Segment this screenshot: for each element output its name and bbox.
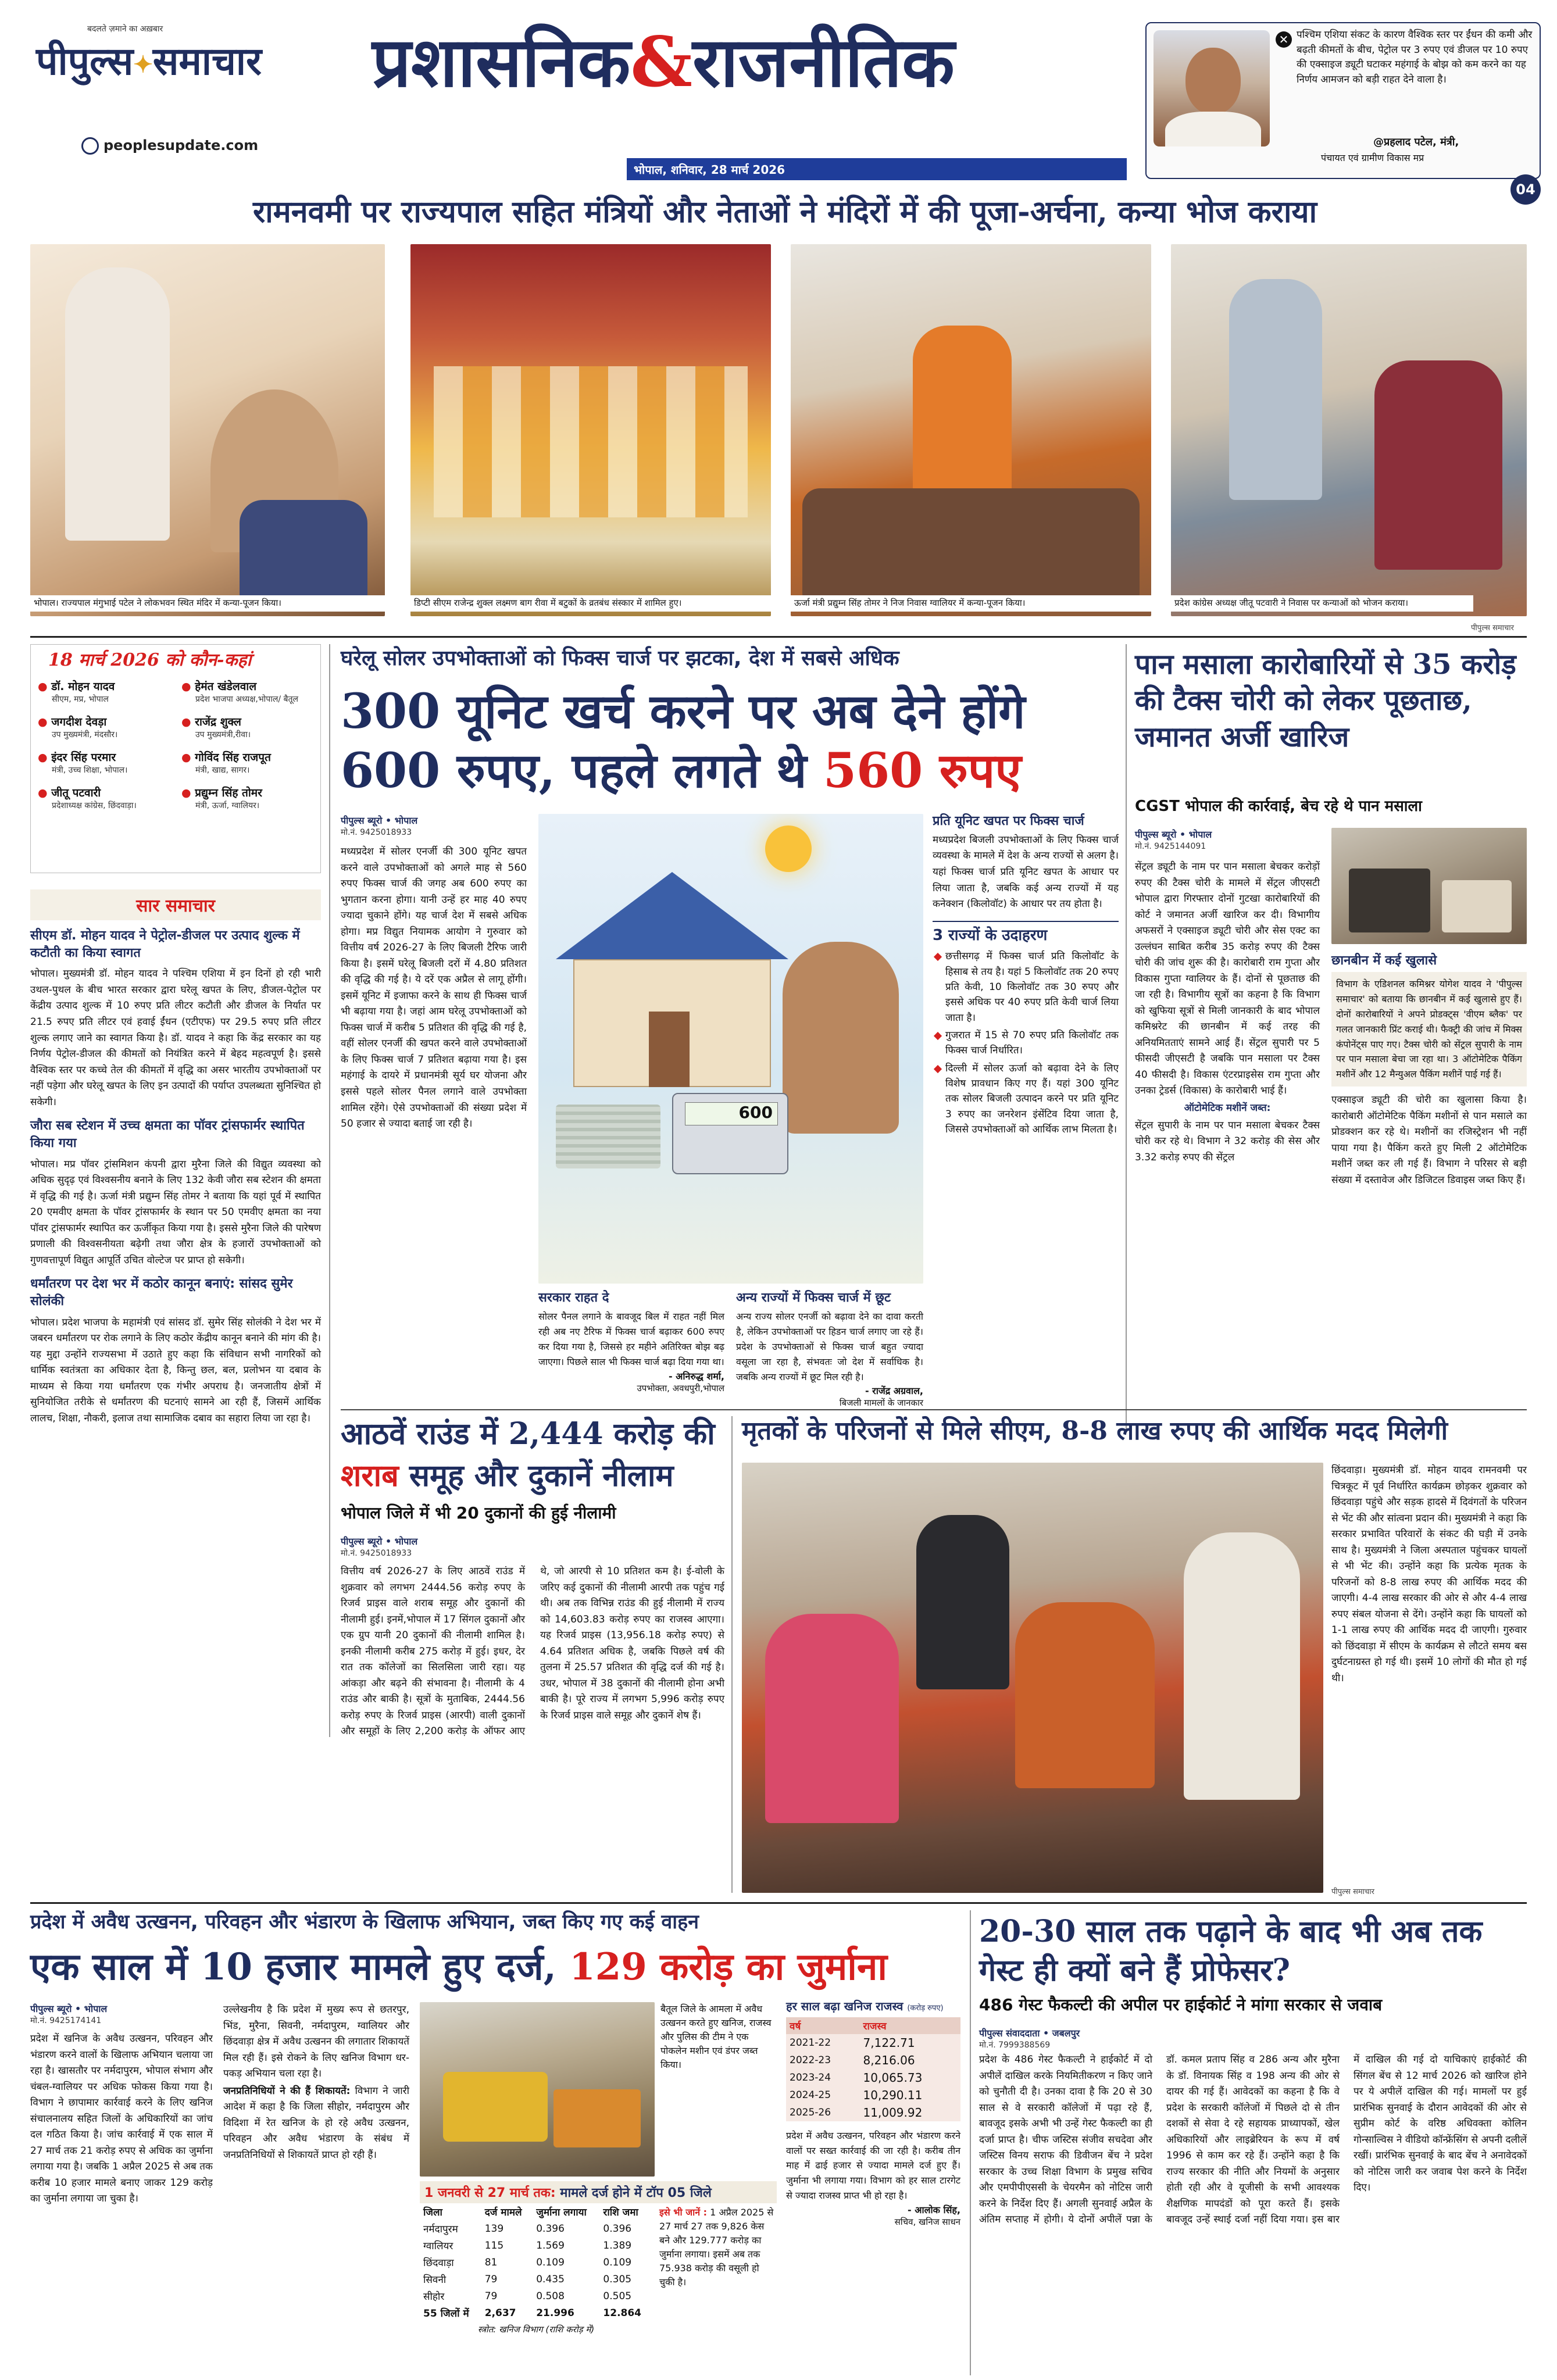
photo-patwari [1171, 244, 1527, 616]
revenue-box [786, 2000, 960, 2228]
table-row: सीहोर 79 0.508 0.505 [423, 2290, 632, 2303]
auction-headline-2: शराब समूह और दुकानें नीलाम [341, 1458, 674, 1493]
quote-1-body: सोलर पैनल लगाने के बावजूद बिल में राहत नहीं मिल रही अब नए टैरिफ में फिक्स चार्ज बढ़ाकर 600 रुपए कर दिया गया है, जिससे हर महीने अतिरिक्त बोझ बढ़ जाएगा। पिछले साल भी फिक्स चार्ज बढ़ा दिया गया था। [538, 1310, 724, 1367]
paan-side [1331, 953, 1527, 1188]
auction-sub: भोपाल जिले में भी 20 दुकानों की हुई नीलामी [341, 1503, 616, 1523]
table-row: 2025-26 11,009.92 [790, 2105, 923, 2120]
quote-1-role: उपभोक्ता, अवधपुरी,भोपाल [637, 1382, 724, 1393]
mining-side-note: इसे भी जानें : 1 अप्रैल 2025 से 27 मार्च 27 तक 9,826 केस बने और 129.777 करोड़ का जुर्माना लगाया। इसमें अब तक 75.938 करोड़ की वसूली हो चुकी है। [659, 2207, 774, 2288]
table-row: सिवनी 79 0.435 0.305 [423, 2273, 632, 2286]
auction-red: शराब [341, 1458, 399, 1493]
fixed-charge-body: मध्यप्रदेश बिजली उपभोक्ताओं के लिए फिक्स चार्ज व्यवस्था के मामले में देश के अन्य राज्यों से अलग है। यहां फिक्स चार्ज प्रति यूनिट खपत के आधार पर लिया जाता है, जबकि कई अन्य राज्यों में यह कनेक्शन (किलोवॉट) के आधार पर तय होता है। [933, 834, 1119, 910]
website[interactable]: peoplesupdate.com [103, 137, 259, 153]
paan-byline: पीपुल्स ब्यूरो • भोपाल मो.नं. 9425144091 [1135, 829, 1212, 851]
divider [341, 1409, 1527, 1410]
auction-body: वित्तीय वर्ष 2026-27 के लिए आठवें राउंड में शुक्रवार को लगभग 2444.56 करोड़ रुपए के रिजर्व प्राइस वाले शराब समूह और दुकानों की नीलामी हुई। इनमें,भोपाल में 17 सिंगल दुकानों और एक ग्रुप यानी 20 दुकानों की नीलामी शामिल है। इनकी नीलामी करीब 275 करोड़ में हुई। इधर, देर रात तक कॉलेजों का सिलसिला जारी रहा। यह आंकड़ा और बढ़ने की संभावना है। नीलामी के 4 राउंड और बाकी है। सूत्रों के मुताबिक, 2444.56 करोड़ रुपए के रिजर्व प्राइस (आरपी) वाली दुकानों और समूहों के लिए 2,200 करोड़ के ऑफर आए थे, जो आरपी से 10 प्रतिशत कम है। ई-वोली के जरिए कई दुकानों की नीलामी आरपी तक पहुंच गई थी। अब तक विभिन्न राउंड की हुई नीलामी में राज्य को 14,603.83 करोड़ रुपए का राजस्व आएगा। यह रिजर्व प्राइस (13,956.18 करोड़ रुपए) से 4.64 प्रतिशत अधिक है, जबकि पिछले वर्ष की तुलना में 25.57 प्रतिशत की वृद्धि दर्ज की गई है। उधर, भोपाल में 38 दुकानों की नीलामी होना अभी बाकी है। पूरे राज्य में लगभग 5,996 करोड़ रुपए के रिजर्व प्राइस वाले समूह और दुकानें शेष हैं। [341, 1566, 724, 1738]
quote-2-author: - राजेंद्र अग्रवाल, [865, 1385, 923, 1397]
section-title-a: प्रशासनिक [372, 22, 631, 102]
quote-box [1145, 22, 1541, 179]
revenue-title: हर साल बढ़ा खनिज राजस्व (करोड़ रुपए) [786, 1999, 944, 2013]
paan-body: सेंट्रल ड्यूटी के नाम पर पान मसाला बेचकर करोड़ों रुपए की टैक्स चोरी के मामले में सेंट्रल जीएसटी भोपाल द्वारा गिरफ्तार दोनों गुटखा कारोबारियों की कोर्ट ने जमानत अर्जी खारिज कर दी। विभागीय अफसरों ने एक्साइज ड्यूटी चोरी और सेस एक्ट का उल्लंघन साबित करीब 35 करोड़ रुपए की टैक्स चोरी की जांच शुरू की है। कारोबारी राम गुप्ता और विकास गुप्ता ग्वालियर के हैं। दोनों से पूछताछ की जा रही है। विभागीय सूत्रों का कहना है कि विभाग को खुफिया सूत्रों से मिली जानकारी के बाद भोपाल कमिश्नरेट की छानबीन में कई तरह की अनियमितताएं सामने आई हैं। सेंट्रल सुपारी पर 5 फीसदी जीएसटी है जबकि पान मसाला पर टैक्स 40 फीसदी है। विकास एंटरप्राइसेस राम गुप्ता और उनका ट्रेडर्स (विकास) के कारोबारी भाई हैं। ऑटोमेटिक मशीनें जब्त: सेंट्रल सुपारी के नाम पर पान मसाला बेचकर टैक्स चोरी कर रहे थे। विभाग ने 32 करोड़ की सेस और 3.32 करोड़ रुपए की सेंट्रल [1135, 861, 1320, 1163]
person-2: ● हेमंत खंडेलवाल प्रदेश भाजपा अध्यक्ष,भोपाल/ बैतूल [181, 680, 298, 704]
globe-icon [81, 137, 99, 155]
brand-right: समाचार [152, 38, 262, 84]
mining-table-source: स्त्रोत: खनिज विभाग (राशि करोड़ में) [477, 2324, 595, 2335]
photo-shukla [410, 244, 771, 616]
quote-2-role: बिजली मामलों के जानकार [839, 1398, 923, 1409]
pin-icon: ● [38, 787, 48, 799]
mining-table: जिला दर्ज मामले जुर्माना लगाया राशि जमा नर्मदापुरम 139 0.396 0.396 ग्वालियर 115 1.569 1.389 छिंदवाड़ा 81 0.109 0.109 सिवनी 79 0.435 0.305 सीहोर 79 0.508 0.505 55 जिलों में 2,637 21.996 12.864 [420, 2203, 652, 2321]
guest-byline: पीपुल्स संवाददाता • जबलपुर मो.नं. 7999388569 [979, 2028, 1080, 2050]
quote-2-title: अन्य राज्यों में फिक्स चार्ज में छूट [736, 1291, 891, 1305]
mining-kicker: प्रदेश में अवैध उत्खनन, परिवहन और भंडारण के खिलाफ अभियान, जब्त किए गए कई वाहन [30, 1910, 699, 1934]
divider [970, 1910, 971, 2375]
house-roof [556, 872, 788, 959]
solar-illustration [538, 814, 923, 1284]
solar-kicker: घरेलू सोलर उपभोक्ताओं को फिक्स चार्ज पर झटका, देश में सबसे अधिक [341, 646, 899, 670]
who-where-title: 18 मार्च 2026 को कौन-कहां [48, 650, 252, 670]
sar-body-3: भोपाल। प्रदेश भाजपा के महामंत्री एवं सांसद डॉ. सुमेर सिंह सोलंकी ने देश भर में जबरन धर्मांतरण पर रोक लगाने के लिए कठोर केंद्रीय कानून बनाने की मांग की है। यह मुद्दा उन्होंने राज्यसभा में उठाते हुए कहा कि संविधान सभी नागरिकों को धार्मिक स्वतंत्रता का अधिकार देता है, किन्तु छल, बल, प्रलोभन या दबाव के माध्यम से किया गया धर्मांतरण एक गंभीर अपराध है। जनजातीय क्षेत्रों में सुनियोजित तरीके से धर्मांतरण की घटनाएं सामने आ रही हैं, जिसमें आर्थिक लालच, शिक्षा, नौकरी, इलाज तथा सामाजिक दबाव का सहारा लिया जा रहा है। [30, 1316, 321, 1424]
pin-icon: ● [181, 680, 191, 693]
sar-body-1: भोपाल। मुख्यमंत्री डॉ. मोहन यादव ने पश्चिम एशिया में इन दिनों हो रही भारी उथल-पुथल के बीच भारत सरकार द्वारा घरेलू खपत के लिए, डीजल-पेट्रोल पर केंद्रीय उत्पाद शुल्क में 10 रुपए प्रति लीटर कटौती और डीजल के निर्यात पर 21.5 रुपए प्रति लीटर एवं हवाई ईंधन (एटीएफ) पर 29.5 रुपए प्रति लीटर शुल्क लगाए जाने का स्वागत किया है। डॉ. यादव ने कहा कि केंद्र सरकार का यह निर्णय पेट्रोल-डीजल की कीमतों को नियंत्रित करने में बेहद महत्वपूर्ण है। इससे वैश्विक स्तर पर कच्चे तेल की कीमतों में वृद्धि का असर भारतीय उपभोक्ताओं पर नहीं पड़ेगा और घरेलू खपत के लिए इन उत्पादों की पर्याप्त उपलब्धता सुनिश्चित हो सकेगी। [30, 968, 321, 1108]
who-where-box [30, 644, 321, 873]
house-door [649, 1012, 690, 1087]
caption-patwari: प्रदेश कांग्रेस अध्यक्ष जीतू पटवारी ने निवास पर कन्याओं को भोजन कराया। [1171, 595, 1473, 612]
caption-tomar: ऊर्जा मंत्री प्रद्युम्न सिंह तोमर ने निज निवास ग्वालियर में कन्या-पूजन किया। [791, 595, 1151, 612]
paan-side-body: विभाग के एडिशनल कमिश्नर योगेश यादव ने 'पीपुल्स समाचार' को बताया कि छानबीन में कई खुलासे हुए हैं। दोनों कारोबारियों ने अपने प्रोडक्ट्स 'वीएम ब्लैक' पर गलत जानकारी प्रिंट कराई थी। फैक्ट्री की जांच में मिक्स कंपोनेंट्स पाए गए। टैक्स चोरी को सेंट्रल सुपारी के नाम पर पान मसाला बेचा जा रहा था। 3 ऑटोमेटिक पैकिंग मशीनें और 12 मैन्युअल पैकिंग मशीनें पाई गई हैं। [1331, 972, 1527, 1087]
tagline: बदलते ज़माने का अख़बार [87, 24, 163, 34]
section-amp: & [630, 22, 692, 102]
sar-body-2: भोपाल। मप्र पॉवर ट्रांसमिशन कंपनी द्वारा मुरैना जिले की विद्युत व्यवस्था को अधिक सुदृढ़ एवं विश्वसनीय बनाने के लिए 132 केवी जौरा सब स्टेशन की क्षमता में वृद्धि की गई है। ऊर्जा मंत्री प्रद्युम्न सिंह तोमर ने बताया कि यहां पूर्व में स्थापित 20 एमवीए क्षमता के पॉवर ट्रांसफार्मर के स्थान पर 50 एमवीए क्षमता का नया पॉवर ट्रांसफार्मर स्थापित कर ऊर्जीकृत किया गया है। इससे मुरैना जिले की पारेषण प्रणाली की विश्वसनीयता बढ़ेगी तथा जौरा क्षेत्र के हजारों उपभोक्ताओं को गुणवत्तापूर्ण विद्युत आपूर्ति उचित वोल्टेज पर प्राप्त हो सकेगी। [30, 1158, 321, 1266]
photo-tomar [791, 244, 1151, 616]
quote-1-title: सरकार राहत दे [538, 1291, 609, 1305]
x-icon: ✕ [1276, 31, 1292, 48]
quote-author: @प्रहलाद पटेल, मंत्री, [1373, 136, 1459, 148]
solar-quote-2 [736, 1291, 923, 1409]
solar-headline-red: 560 रुपए [823, 743, 1022, 799]
pin-icon: ● [181, 716, 191, 728]
sar-column [30, 889, 321, 1427]
dateline: भोपाल, शनिवार, 28 मार्च 2026 [634, 163, 785, 177]
auction-headline-1: आठवें राउंड में 2,444 करोड़ की [341, 1416, 715, 1452]
guest-sub: 486 गेस्ट फैकल्टी की अपील पर हाईकोर्ट ने मांगा सरकार से जवाब [979, 1995, 1383, 2014]
person-1: ● डॉ. मोहन यादव सीएम, मप्र, भोपाल [38, 680, 115, 704]
caption-shukla: डिप्टी सीएम राजेन्द्र शुक्ल लक्ष्मण बाग रीवा में बटुकों के व्रतबंध संस्कार में शामिल हुए। [410, 595, 771, 612]
state-item: छत्तीसगढ़ में फिक्स चार्ज प्रति किलोवॉट के हिसाब से तय है। यहां 5 किलोवॉट तक 20 रुपए प्रति केवी, 10 किलोवॉट तक 30 रुपए और इससे अधिक पर 40 रुपए प्रति केवी चार्ज लिया जाता है। [933, 949, 1119, 1025]
mining-photo-caption: बैतूल जिले के आमला में अवैध उत्खनन करते हुए खनिज, राजस्व और पुलिस की टीम ने एक पोकलेन मशीन एवं डंपर जब्त किया। [660, 2003, 772, 2070]
paan-body3: एक्साइज ड्यूटी की चोरी का खुलासा किया है। कारोबारी ऑटोमेटिक पैकिंग मशीनों से पान मसाले का प्रोडक्शन कर रहे थे। मशीनों का रजिस्ट्रेशन भी नहीं पाया गया है। पैकिंग करते हुए मिली 2 ऑटोमेटिक मशीनें जब्त कर ली गई हैं। विभाग ने परिसर से बड़ी संख्या में दस्तावेज और डिजिटल डिवाइस जब्त किए हैं। [1331, 1094, 1527, 1186]
sar-head-3: धर्मांतरण पर देश भर में कठोर कानून बनाएं: सांसद सुमेर सोलंकी [30, 1277, 293, 1309]
person-6: ● गोविंद सिंह राजपूत मंत्री, खाद्य, सागर। [181, 751, 271, 775]
pin-icon: ● [38, 680, 48, 693]
sar-title: सार समाचार [30, 889, 321, 920]
section-title-b: राजनीतिक [692, 22, 955, 102]
mining-sub2: जनप्रतिनिधियों ने की हैं शिकायतें: [223, 2085, 351, 2097]
auction-byline: पीपुल्स ब्यूरो • भोपाल मो.नं. 9425018933 [341, 1536, 418, 1558]
cm-photo-credit: पीपुल्स समाचार [1331, 1888, 1374, 1896]
solar-headline-2: 600 रुपए, पहले लगते थे 560 रुपए [341, 743, 1022, 799]
pin-icon: ● [181, 751, 191, 764]
who-where-grid [38, 678, 317, 811]
dumper [553, 2089, 641, 2147]
quote-text: पश्चिम एशिया संकट के कारण वैश्विक स्तर पर ईंधन की कमी और बढ़ती कीमतों के बीच, पेट्रोल पर 3 रुपए एवं डीजल पर 10 रुपए की एक्साइज ड्यूटी घटाकर महंगाई के बोझ को कम करने का यह निर्णय आमजन को बड़ी राहत देने वाला है। [1297, 29, 1533, 85]
paan-headline: पान मसाला कारोबारियों से 35 करोड़ की टैक्स चोरी को लेकर पूछताछ, जमानत अर्जी खारिज [1135, 648, 1516, 753]
person-8: ● प्रद्युम्न सिंह तोमर मंत्री, ऊर्जा, ग्वालियर। [181, 787, 262, 810]
mining-byline: पीपुल्स ब्यूरो • भोपाल मो.नं. 9425174141 [30, 2003, 108, 2025]
person-7: ● जीतू पटवारी प्रदेशाध्यक्ष कांग्रेस, छिंदवाड़ा। [38, 787, 137, 810]
table-row: छिंदवाड़ा 81 0.109 0.109 [423, 2256, 632, 2269]
bill-stack [556, 1105, 660, 1168]
calculator [672, 1093, 788, 1174]
guest-headline: 20-30 साल तक पढ़ाने के बाद भी अब तक गेस्ट ही क्यों बने हैं प्रोफेसर? [979, 1914, 1483, 1988]
paan-side-title: छानबीन में कई खुलासे [1331, 953, 1437, 968]
fixed-charge-title: प्रति यूनिट खपत पर फिक्स चार्ज [933, 814, 1084, 828]
minister-avatar [1154, 30, 1270, 146]
solar-quote-1 [538, 1291, 724, 1394]
revenue-table: वर्ष राजस्व 2021-22 7,122.71 2022-23 8,216.06 2023-24 10,065.73 2024-25 10,290.11 2025-26 11,009.92 [786, 2017, 960, 2121]
cm-headline: मृतकों के परिजनों से मिले सीएम, 8-8 लाख रुपए की आर्थिक मदद मिलेगी [742, 1416, 1448, 1446]
table-row: नर्मदापुरम 139 0.396 0.396 [423, 2222, 632, 2235]
mining-headline-red: 129 करोड़ का जुर्माना [569, 1945, 887, 1989]
person-3: ● जगदीश देवड़ा उप मुख्यमंत्री, मंदसौर। [38, 716, 118, 739]
pin-icon: ● [38, 716, 48, 728]
paan-sub: CGST भोपाल की कार्रवाई, बेच रहे थे पान मसाला [1135, 798, 1422, 815]
caption-governor: भोपाल। राज्यपाल मंगुभाई पटेल ने लोकभवन स्थित मंदिर में कन्या-पूजन किया। [30, 595, 385, 612]
divider [1126, 644, 1127, 1429]
mining-quote-role: सचिव, खनिज साधन [894, 2217, 960, 2228]
pin-icon: ● [38, 751, 48, 764]
table-row: ग्वालियर 115 1.569 1.389 [423, 2239, 632, 2252]
man-figure [783, 942, 899, 1134]
guest-body: प्रदेश के 486 गेस्ट फैकल्टी ने हाईकोर्ट में दो अपीलें दाखिल करके नियमितीकरण न किए जाने को चुनौती दी है। उनका दावा है कि 20 से 30 साल से वे सरकारी कॉलेजों में पढ़ा रहे हैं, बावजूद इसके अभी भी उन्हें गेस्ट फैकल्टी का ही दर्जा प्राप्त है। चीफ जस्टिस संजीव सचदेवा और जस्टिस विनय सराफ की डिवीजन बेंच ने प्रदेश सरकार के उच्च शिक्षा विभाग के प्रमुख सचिव और एमपीपीएससी के चेयरमैन को नोटिस जारी करने के निर्देश दिए हैं। अगली सुनवाई अप्रैल के अंतिम सप्ताह में होगी। ये दोनों अपीलें पन्ना के डॉ. कमल प्रताप सिंह व 286 अन्य और मुरैना के डॉ. विनायक सिंह व 198 अन्य की ओर से दायर की गई हैं। आवेदकों का कहना है कि वे प्रदेश के सरकारी कॉलेजों में पिछले दो से तीन दशकों से सेवा दे रहे सहायक प्राध्यापकों, खेल अधिकारियों और लाइब्रेरियन के रूप में वर्ष 1996 से काम कर रहे हैं। उन्होंने कहा है कि राज्य सरकार की नीति और नियमों के अनुसार होती रही और वे यूजीसी के सभी आवश्यक शैक्षणिक मापदंडों को पूरा करते हैं। इसके बावजूद उन्हें स्थाई दर्जा नहीं दिया गया। इस बार में दाखिल की गई दो याचिकाएं हाईकोर्ट की सिंगल बेंच से 12 मार्च 2026 को खारिज होने पर ये अपीलें दाखिल की गई। मामलों पर हुई प्रारंभिक सुनवाई के दौरान आवेदकों की ओर से सुप्रीम कोर्ट के वरिष्ठ अधिवक्ता कोलिन गोन्साल्विस ने वीडियो कॉन्फ्रेंसिंग से अपनी दलीलें रखीं। प्रारंभिक सुनवाई के बाद बेंच ने अनावेदकों को नोटिस जारी कर जवाब पेश करने के निर्देश दिए। [979, 2054, 1527, 2226]
website-row [81, 137, 258, 155]
mining-headline: एक साल में 10 हजार मामले हुए दर्ज, 129 करोड़ का जुर्माना [30, 1945, 887, 1989]
solar-headline-1: 300 यूनिट खर्च करने पर अब देने होंगे [341, 684, 1026, 739]
table-row: 2022-23 8,216.06 [790, 2053, 915, 2067]
state-item: दिल्ली में सोलर ऊर्जा को बढ़ावा देने के लिए विशेष प्रावधान किए गए हैं। यहां 300 यूनिट तक सोलर बिजली उत्पादन करने पर प्रति यूनिट 3 रुपए का जनरेशन इंसेंटिव दिया जाता है, जिससे उपभोक्ताओं को आर्थिक लाभ मिलता है। [933, 1061, 1119, 1138]
table-row: 55 जिलों में 2,637 21.996 12.864 [423, 2307, 642, 2320]
mining-table-title: 1 जनवरी से 27 मार्च तक: मामले दर्ज होने में टॉप 05 जिले [420, 2181, 777, 2203]
masthead [0, 0, 1557, 198]
table-row: 2021-22 7,122.71 [790, 2035, 915, 2050]
cm-photo [742, 1463, 1323, 1893]
sun-icon [765, 826, 812, 872]
page-number: 04 [1510, 174, 1541, 205]
fixed-charge-box [933, 814, 1119, 1139]
quote-1-author: - अनिरुद्ध शर्मा, [668, 1370, 724, 1382]
excavator [443, 2072, 548, 2142]
divider [30, 1902, 1527, 1904]
quote-author-role: पंचायत एवं ग्रामीण विकास मप्र [1321, 152, 1424, 163]
mining-quote-author: - आलोक सिंह, [908, 2204, 960, 2216]
brand-left: पीपुल्स [36, 38, 134, 84]
photo-credit: पीपुल्स समाचार [1471, 624, 1514, 632]
table-row: 2023-24 10,065.73 [790, 2070, 923, 2085]
photo-governor [30, 244, 385, 616]
brand-logo [36, 34, 262, 86]
sar-head-2: जौरा सब स्टेशन में उच्च क्षमता का पॉवर ट्रांसफार्मर स्थापित किया गया [30, 1118, 305, 1150]
divider [30, 636, 1527, 638]
brand-star-icon: ✦ [133, 51, 153, 78]
section-title [372, 21, 955, 103]
sar-head-1: सीएम डॉ. मोहन यादव ने पेट्रोल-डीजल पर उत्पाद शुल्क में कटौती का किया स्वागत [30, 928, 300, 960]
calculator-display: 600 [685, 1102, 778, 1125]
person-5: ● इंदर सिंह परमार मंत्री, उच्च शिक्षा, भोपाल। [38, 751, 128, 775]
person-4: ● राजेंद्र शुक्ल उप मुख्यमंत्री,रीवा। [181, 716, 251, 739]
state-item: गुजरात में 15 से 70 रुपए प्रति किलोवॉट तक फिक्स चार्ज निर्धारित। [933, 1028, 1119, 1059]
divider [731, 1416, 733, 1893]
mining-quote: प्रदेश में अवैध उत्खनन, परिवहन और भंडारण करने वालों पर सख्त कार्रवाई की जा रही है। करीब तीन माह में ढाई हजार से ज्यादा मामले दर्ज हुए हैं। जुर्माना भी लगाया गया। विभाग को हर साल टारगेट से ज्यादा राजस्व प्राप्त भी हो रहा है। [786, 2129, 960, 2202]
solar-byline: पीपुल्स ब्यूरो • भोपाल मो.नं. 9425018933 [341, 815, 418, 837]
table-row: 2024-25 10,290.11 [790, 2088, 923, 2102]
mining-body: प्रदेश में खनिज के अवैध उत्खनन, परिवहन और भंडारण करने वालों के खिलाफ अभियान चलाया जा रहा है। खासतौर पर नर्मदापुरम, भोपाल संभाग और चंबल-ग्वालियर पर अधिक फोकस किया गया है। विभाग ने छापामार कार्रवाई करने के लिए खनिज संचालनालय सहित जिलों के अधिकारियों का जांच दल गठित किया है। जांच कार्रवाई में एक साल में 27 मार्च तक 21 करोड़ रुपए से अधिक का जुर्माना लगाया गया है। जबकि 1 अप्रैल 2025 से अब तक करीब 10 हजार मामले बनाए जाकर 129 करोड़ का जुर्माना लगाया जा चुका है। [30, 2033, 213, 2205]
mining-photo [420, 2002, 655, 2177]
paan-photo [1331, 828, 1527, 944]
quote-2-body: अन्य राज्य सोलर एनर्जी को बढ़ावा देने का दावा करती है, लेकिन उपभोक्ताओं पर हिडन चार्ज लगाए जा रहे हैं। प्रदेश के उपभोक्ताओं से फिक्स चार्ज बहुत ज्यादा वसूला जा रहा है, संभवतः जो देश में सर्वाधिक है। जबकि अन्य राज्यों में छूट मिल रही है। [736, 1310, 923, 1382]
paan-sub2: ऑटोमेटिक मशीनें जब्त: [1184, 1102, 1271, 1114]
pin-icon: ● [181, 787, 191, 799]
mining-table-box [420, 2181, 777, 2335]
solar-body: मध्यप्रदेश में सोलर एनर्जी की 300 यूनिट खपत करने वाले उपभोक्ताओं को अगले माह से 560 रुपए फिक्स चार्ज की जगह अब 600 रुपए का भुगतान करना होगा। यानी उन्हें हर माह 40 रुपए ज्यादा चुकाने होंगे। यह चार्ज देश में सबसे अधिक होगा। मप्र विद्युत नियामक आयोग ने गुरुवार को वित्तीय वर्ष 2026-27 के लिए बिजली टैरिफ जारी किया है। इसमें घरेलू बिजली दरों में 4.80 प्रतिशत की वृद्धि की गई है। ये दरें एक अप्रैल से लागू होंगी। इसमें यूनिट में इजाफा करने के साथ ही फिक्स चार्ज भी बढ़ाया गया है। जहां आम घरेलू उपभोक्ताओं को फिक्स चार्ज में करीब 5 प्रतिशत की वृद्धि की गई है, वहीं सोलर एनर्जी की खपत करने वाले उपभोक्ताओं के लिए फिक्स चार्ज 7 प्रतिशत बढ़ाया गया है। इस महंगाई के दायरे में प्रधानमंत्री सूर्य घर योजना और इससे पहले सोलर पैनल लगाने वाले उपभोक्ता शामिल रहेंगे। ऐसे उपभोक्ताओं की संख्या प्रदेश में 50 हजार से ज्यादा बताई जा रही है। [341, 846, 527, 1130]
cm-body: छिंदवाड़ा। मुख्यमंत्री डॉ. मोहन यादव रामनवमी पर चित्रकूट में पूर्व निर्धारित कार्यक्रम छोड़कर शुक्रवार को छिंदवाड़ा पहुंचे और सड़क हादसे में दिवंगतों के परिजन से भेंट की और सांत्वना प्रदान की। मुख्यमंत्री ने कहा कि सरकार प्रभावित परिवारों के संकट की घड़ी में उनके साथ है। मुख्यमंत्री ने जिला अस्पताल पहुंचकर घायलों से भी भेंट की। उन्होंने कहा कि प्रत्येक मृतक के परिजनों को 8-8 लाख रुपए की आर्थिक मदद की जाएगी। 4-4 लाख सरकार की ओर से और 4-4 लाख रुपए संबल योजना से देंगे। उन्होंने कहा कि घायलों को 1-1 लाख रुपए की आर्थिक मदद दी जाएगी। गुरुवार को छिंदवाड़ा में सीएम के कार्यक्रम से लौटते समय बस दुर्घटनाग्रस्त हो गई थी। इसमें 10 लोगों की मौत हो गई थी। [1331, 1464, 1527, 1684]
divider [329, 644, 330, 1737]
states-title: 3 राज्यों के उदाहरण [933, 921, 1119, 945]
mining-body-2: उल्लेखनीय है कि प्रदेश में मुख्य रूप से छतरपुर, भिंड, मुरैना, सिवनी, नर्मदापुरम, ग्वालियर और छिंदवाड़ा क्षेत्र में अवैध उत्खनन की लगातार शिकायतें मिल रही हैं। इसे रोकने के लिए खनिज विभाग धर-पकड़ अभियान चला रहा है। जनप्रतिनिधियों ने की हैं शिकायतें: विभाग ने जारी आदेश में कहा है कि जिला सीहोर, नर्मदापुरम और विदिशा में रेत खनिज के हो रहे अवैध उत्खनन, परिवहन और अवैध भंडारण के संबंध में जनप्रतिनिधियों से शिकायतें प्राप्त हो रही हैं। [223, 2004, 409, 2161]
photo-story-headline: रामनवमी पर राज्यपाल सहित मंत्रियों और नेताओं ने मंदिरों में की पूजा-अर्चना, कन्या भोज कराया [252, 194, 1317, 230]
